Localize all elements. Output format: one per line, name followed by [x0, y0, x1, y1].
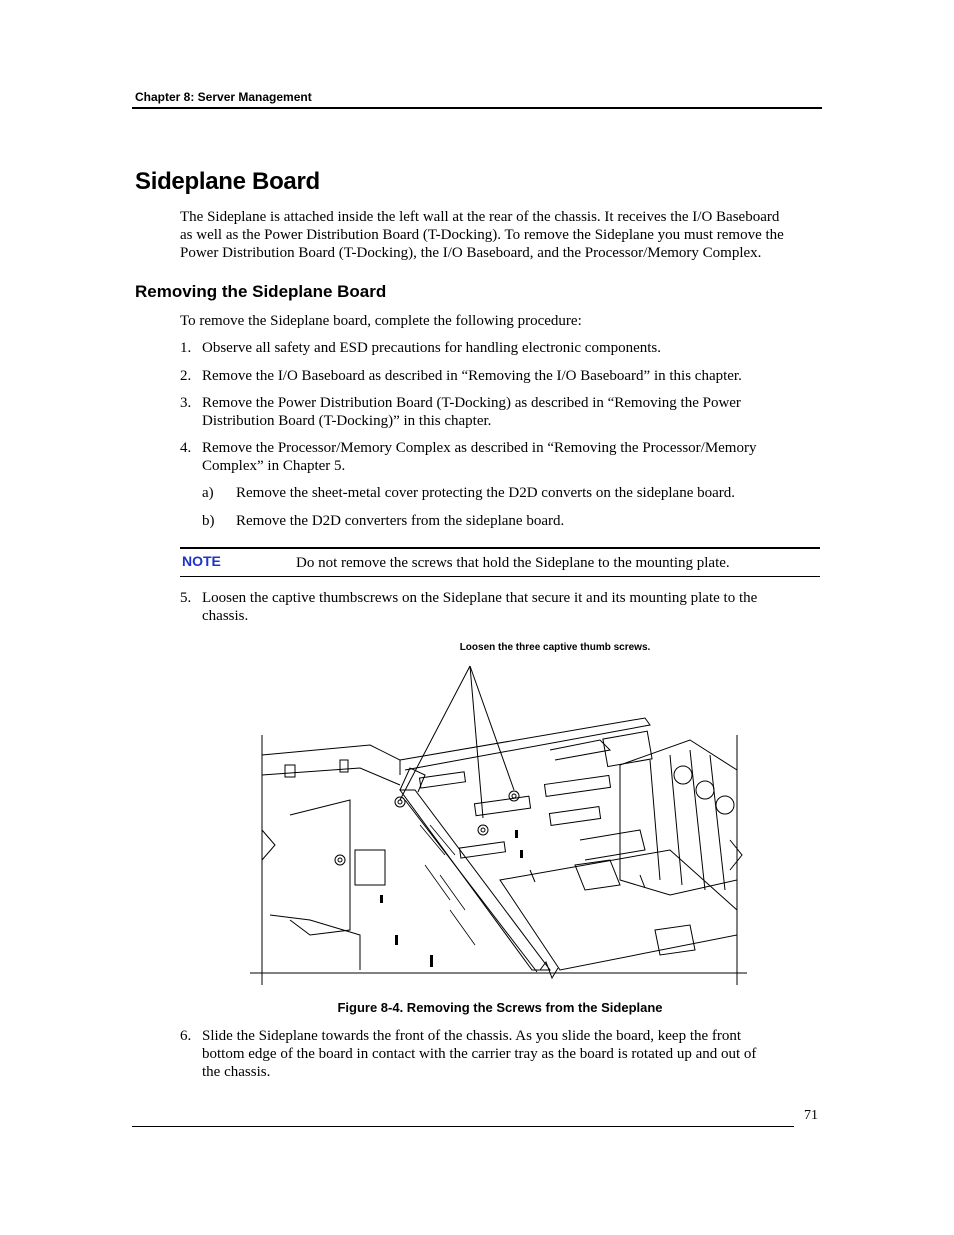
step-6-text-line-3: the chassis. — [202, 1064, 271, 1080]
step-5-text-line-1: Loosen the captive thumbscrews on the Sideplane that secure it and its mounting plate to the — [202, 590, 758, 606]
intro-line-2: as well as the Power Distribution Board (T-Docking). To remove the Sideplane you must remove the — [180, 227, 784, 243]
step-2-number: 2. — [180, 368, 192, 384]
page-number: 71 — [804, 1108, 818, 1123]
footer-rule — [132, 1126, 794, 1127]
running-head: Chapter 8: Server Management — [135, 90, 312, 104]
note-rule-bottom — [180, 576, 820, 577]
figure-caption: Figure 8-4. Removing the Screws from the Sideplane — [337, 1000, 663, 1015]
step-1-text: Observe all safety and ESD precautions for handling electronic components. — [202, 340, 662, 356]
substep-a-label: a) — [202, 485, 214, 501]
step-2-text: Remove the I/O Baseboard as described in “Removing the I/O Baseboard” in this chapter. — [202, 368, 742, 384]
note-text: Do not remove the screws that hold the Sideplane to the mounting plate. — [296, 555, 730, 571]
step-3-text-line-2: Distribution Board (T-Docking)” in this chapter. — [202, 413, 492, 429]
substep-b-text: Remove the D2D converters from the sideplane board. — [236, 513, 565, 529]
step-5-text-line-2: chassis. — [202, 608, 249, 624]
step-3-number: 3. — [180, 395, 192, 411]
leader-line-2 — [470, 666, 483, 818]
intro-line-3: Power Distribution Board (T-Docking), the I/O Baseboard, and the Processor/Memory Complex. — [180, 245, 762, 261]
step-6-text-line-1: Slide the Sideplane towards the front of the chassis. As you slide the board, keep the front — [202, 1028, 742, 1044]
step-4-text-line-1: Remove the Processor/Memory Complex as described in “Removing the Processor/Memory — [202, 440, 757, 456]
step-4-number: 4. — [180, 440, 192, 456]
step-3-text-line-1: Remove the Power Distribution Board (T-Docking) as described in “Removing the Power — [202, 395, 741, 411]
note-rule-top — [180, 547, 820, 549]
figure-callout: Loosen the three captive thumb screws. — [459, 642, 651, 653]
header-rule — [132, 107, 822, 109]
step-5-number: 5. — [180, 590, 192, 606]
leader-line-3 — [470, 666, 514, 790]
step-4-text-line-2: Complex” in Chapter 5. — [202, 458, 346, 474]
substep-a-text: Remove the sheet-metal cover protecting the D2D converts on the sideplane board. — [236, 485, 735, 501]
leader-line-1 — [400, 666, 470, 800]
subsection-title: Removing the Sideplane Board — [135, 282, 387, 301]
intro-line-1: The Sideplane is attached inside the left wall at the rear of the chassis. It receives the I/O Baseboard — [180, 209, 780, 225]
substep-b-label: b) — [202, 513, 215, 529]
step-6-number: 6. — [180, 1028, 192, 1044]
sideplane-figure-illustration — [250, 650, 750, 990]
procedure-lead: To remove the Sideplane board, complete the following procedure: — [180, 313, 582, 329]
section-title: Sideplane Board — [135, 168, 320, 195]
step-6-text-line-2: bottom edge of the board in contact with the carrier tray as the board is rotated up and out of — [202, 1046, 757, 1062]
step-1-number: 1. — [180, 340, 192, 356]
note-label: NOTE — [182, 553, 221, 569]
thumbscrew-group — [395, 791, 519, 835]
